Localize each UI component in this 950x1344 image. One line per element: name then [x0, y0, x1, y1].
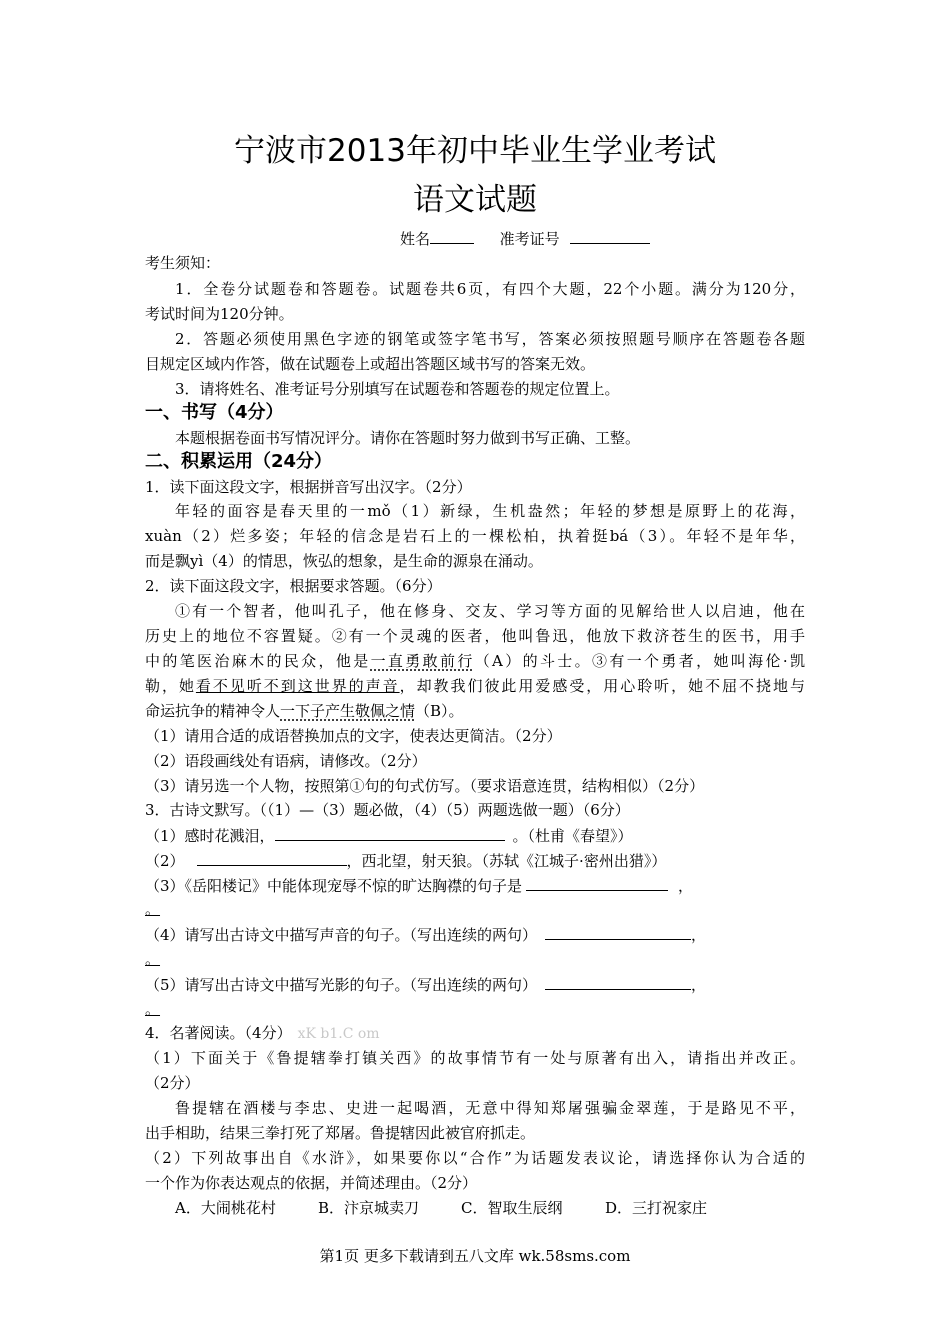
question-3: 3．古诗文默写。（（1）—（3）题必做，（4）（5）两题选做一题）（6分）: [145, 801, 630, 819]
q4-sub-2-cont: 一个作为你表达观点的依据，并简述理由。（2分）: [145, 1174, 478, 1192]
q4-passage-line: 鲁提辖在酒楼与李忠、史进一起喝酒，无意中得知郑屠强骗金翠莲，于是路见不平，: [175, 1099, 805, 1117]
notice-item-1-cont: 考试时间为120分钟。: [145, 305, 294, 323]
exam-title: 宁波市2013年初中毕业生学业考试: [234, 133, 716, 169]
answer-blank: [526, 876, 668, 891]
q4-sub-1: （1）下面关于《鲁提辖拳打镇关西》的故事情节有一处与原著有出入，请指出并改正。: [145, 1049, 805, 1067]
q3-item-4-end: 。: [145, 950, 161, 968]
section-1-title: 一、书写（4分）: [145, 402, 284, 423]
q2-sub-3: （3）请另选一个人物，按照第①句的句式仿写。（要求语意连贯，结构相似）（2分）: [145, 777, 705, 795]
answer-blank: [197, 851, 347, 866]
underlined-phrase: 看不见听不到这世界的声音: [195, 677, 400, 695]
q4-passage-line: 出手相助，结果三拳打死了郑屠。鲁提辖因此被官府抓走。: [145, 1124, 536, 1142]
q2-sub-1: （1）请用合适的成语替换加点的文字，使表达更简洁。（2分）: [145, 727, 562, 745]
q3-item-5-end: 。: [145, 1000, 161, 1018]
answer-blank: [545, 925, 691, 940]
q3-item-5: （5）请写出古诗文中描写光影的句子。（写出连续的两句） ，: [145, 976, 707, 994]
q3-item-3-end: 。: [145, 900, 161, 918]
notice-title: 考生须知：: [145, 254, 221, 272]
section-1-text: 本题根据卷面书写情况评分。请你在答题时努力做到书写正确、工整。: [175, 429, 641, 447]
candidate-info: [400, 229, 650, 248]
answer-blank: [545, 975, 691, 990]
question-4: 4．名著阅读。（4分） xK b1.C om: [145, 1024, 380, 1042]
q2-passage-line: 历史上的地位不容置疑。②有一个灵魂的医者，他叫鲁迅，他放下救济苍生的医书，用手: [145, 627, 805, 645]
q4-option-b: B．汴京城卖刀: [318, 1199, 420, 1217]
q2-passage-line: 命运抗争的精神令人一下子产生敬佩之情（B）。: [145, 702, 464, 720]
watermark: xK b1.C om: [297, 1026, 380, 1042]
dotted-phrase-a: 一直勇敢前行: [370, 652, 475, 670]
q2-sub-2: （2）语段画线处有语病，请修改。（2分）: [145, 752, 427, 770]
q3-item-4: （4）请写出古诗文中描写声音的句子。（写出连续的两句） ，: [145, 926, 707, 944]
notice-item-1: 1．全卷分试题卷和答题卷。试题卷共6页，有四个大题，22个小题。满分为120分，: [175, 280, 805, 298]
q4-option-d: D．三打祝家庄: [605, 1199, 708, 1217]
q4-option-c: C．智取生辰纲: [461, 1199, 563, 1217]
id-blank: [570, 229, 650, 244]
dotted-phrase-b: 一下子产生敬佩之情: [280, 702, 416, 720]
q1-passage-line: 年轻的面容是春天里的一mǒ（1）新绿，生机盎然；年轻的梦想是原野上的花海，: [175, 502, 805, 520]
name-label: 姓名: [400, 230, 431, 248]
q4-sub-2: （2）下列故事出自《水浒》，如果要你以“合作”为话题发表议论，请选择你认为合适的: [145, 1149, 805, 1167]
q1-passage-line: xuàn（2）烂多姿；年轻的信念是岩石上的一棵松柏，执着挺bá（3）。年轻不是年华，: [145, 527, 805, 545]
q3-item-3: （3）《岳阳楼记》中能体现宠辱不惊的旷达胸襟的句子是 ，: [145, 877, 694, 895]
question-1: 1．读下面这段文字，根据拼音写出汉字。（2分）: [145, 478, 472, 496]
q2-passage-line: ①有一个智者，他叫孔子，他在修身、交友、学习等方面的见解给世人以启迪，他在: [175, 602, 805, 620]
notice-item-2: 2．答题必须使用黑色字迹的钢笔或签字笔书写，答案必须按照题号顺序在答题卷各题: [175, 330, 805, 348]
section-2-title: 二、积累运用（24分）: [145, 451, 333, 472]
q4-sub-1-cont: （2分）: [145, 1074, 200, 1092]
exam-subtitle: 语文试题: [413, 182, 537, 218]
q2-passage-line: 中的笔医治麻木的民众，他是一直勇敢前行（A）的斗士。③有一个勇者，她叫海伦·凯: [145, 652, 805, 670]
q3-item-2: （2） ，西北望，射天狼。（苏轼《江城子·密州出猎》）: [145, 852, 667, 870]
q1-passage-line: 而是飘yì（4）的情思，恢弘的想象，是生命的源泉在涌动。: [145, 552, 543, 570]
page-footer: 第1页 更多下载请到五八文库 wk.58sms.com: [319, 1247, 631, 1265]
id-label: 准考证号: [499, 230, 560, 248]
question-2: 2．读下面这段文字，根据要求答题。（6分）: [145, 577, 442, 595]
q2-passage-line: 勒，她看不见听不到这世界的声音，却教我们彼此用爱感受，用心聆听，她不屈不挠地与: [145, 677, 805, 695]
q3-item-1: （1）感时花溅泪， 。（杜甫《春望》）: [145, 827, 633, 845]
q4-option-a: A．大闹桃花村: [175, 1199, 276, 1217]
name-blank: [430, 229, 474, 244]
notice-item-3: 3．请将姓名、准考证号分别填写在试题卷和答题卷的规定位置上。: [175, 380, 620, 398]
notice-item-2-cont: 目规定区域内作答，做在试题卷上或超出答题区域书写的答案无效。: [145, 355, 596, 373]
answer-blank: [275, 826, 505, 841]
